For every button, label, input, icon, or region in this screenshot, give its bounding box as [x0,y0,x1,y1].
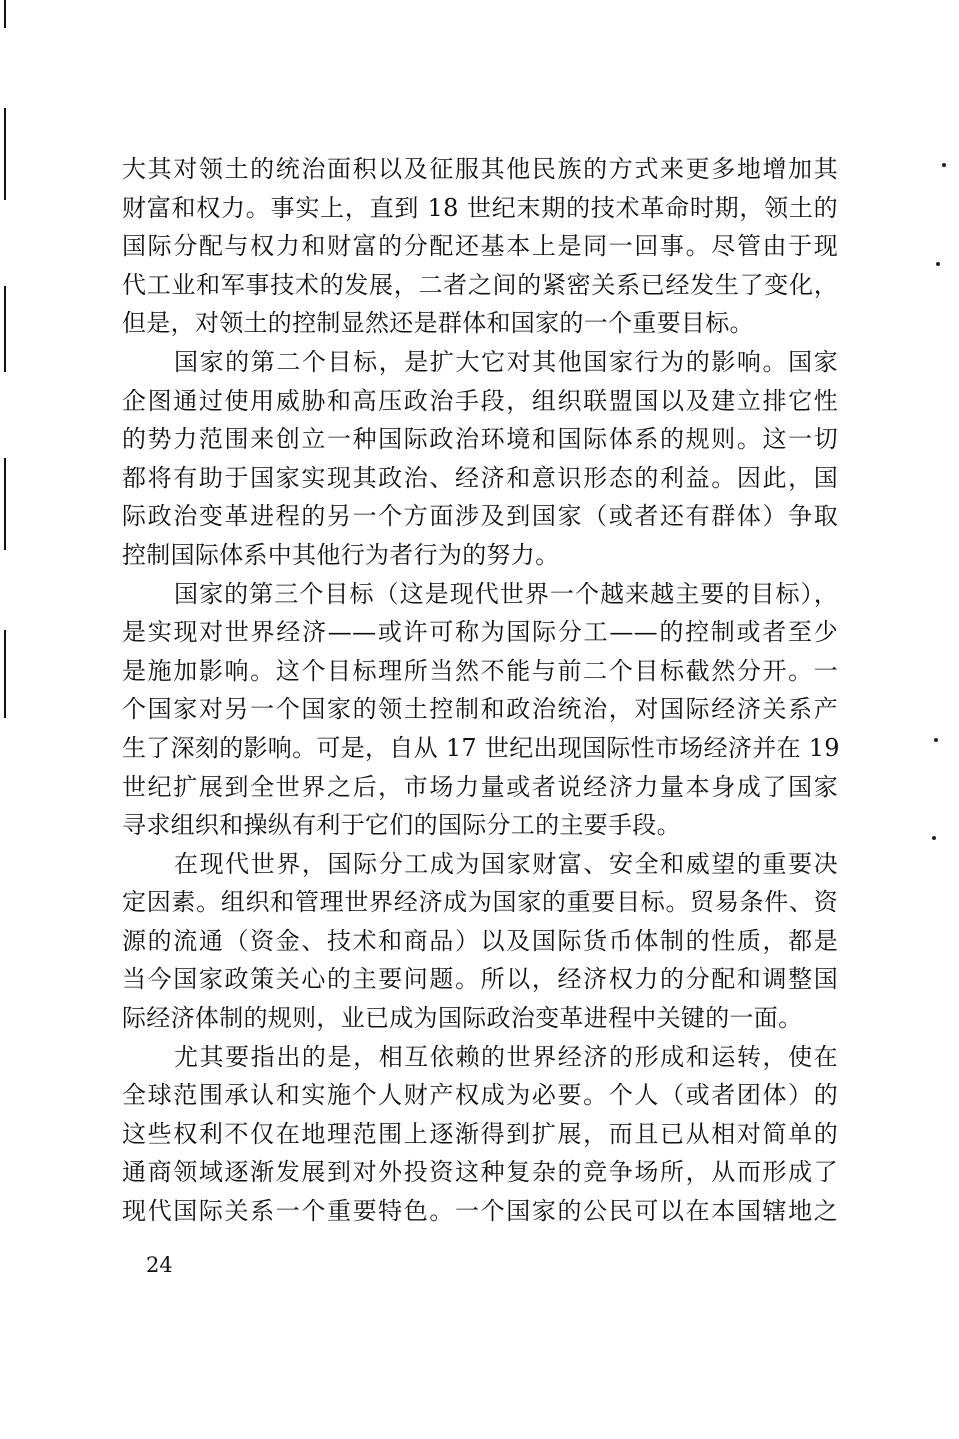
text-line-8: 的势力范围来创立一种国际政治环境和国际体系的规则。这一切 [122,425,838,454]
text-line-1: 大其对领土的统治面积以及征服其他民族的方式来更多地增加其 [122,155,838,183]
text-line-23: 际经济体制的规则，业已成为国际政治变革进程中关键的一面。 [122,1004,803,1033]
text-line-2: 财富和权力。事实上，直到 18 世纪末期的技术革命时期，领土的 [122,193,838,222]
text-line-22: 当今国家政策关心的主要问题。所以，经济权力的分配和调整国 [122,965,838,994]
text-line-21: 源的流通（资金、技术和商品）以及国际货币体制的性质，都是 [122,926,838,955]
scan-mark-left-5 [4,630,6,718]
scan-speck-4 [932,836,936,840]
text-line-16: 生了深刻的影响。可是，自从 17 世纪出现国际性市场经济并在 19 [122,733,840,762]
text-line-13: 是实现对世界经济——或许可称为国际分工——的控制或者至少 [122,618,838,647]
text-line-25: 全球范围承认和实施个人财产权成为必要。个人（或者团体）的 [122,1081,838,1110]
body-text [122,150,838,1231]
page-number: 24 [146,1253,173,1277]
text-line-5: 但是，对领土的控制显然还是群体和国家的一个重要目标。 [122,309,754,338]
text-line-14: 是施加影响。这个目标理所当然不能与前二个目标截然分开。一 [122,656,838,685]
text-line-27: 通商领域逐渐发展到对外投资这种复杂的竞争场所，从而形成了 [122,1158,838,1187]
scan-mark-left-2 [4,108,6,200]
scan-mark-left-1 [4,0,6,28]
text-line-19: 在现代世界，国际分工成为国家财富、安全和威望的重要决 [174,849,838,878]
scan-speck-3 [934,738,938,742]
text-line-18: 寻求组织和操纵有利于它们的国际分工的主要手段。 [122,811,681,840]
text-line-11: 控制国际体系中其他行为者行为的努力。 [122,540,560,569]
text-line-4: 代工业和军事技术的发展，二者之间的紧密关系已经发生了变化， [122,270,838,299]
text-line-15: 个国家对另一个国家的领土控制和政治统治，对国际经济关系产 [122,695,838,724]
text-line-3: 国际分配与权力和财富的分配还基本上是同一回事。尽管由于现 [122,232,838,261]
scan-mark-left-4 [4,458,6,550]
scan-mark-left-3 [4,286,6,372]
text-line-20: 定因素。组织和管理世界经济成为国家的重要目标。贸易条件、资 [122,888,838,917]
scan-speck-2 [936,262,940,266]
text-line-12: 国家的第三个目标（这是现代世界一个越来越主要的目标）， [174,579,838,608]
text-line-9: 都将有助于国家实现其政治、经济和意识形态的利益。因此，国 [122,463,838,492]
text-line-10: 际政治变革进程的另一个方面涉及到国家（或者还有群体）争取 [122,502,838,531]
text-line-17: 世纪扩展到全世界之后，市场力量或者说经济力量本身成了国家 [122,772,838,801]
text-line-28: 现代国际关系一个重要特色。一个国家的公民可以在本国辖地之 [122,1197,838,1226]
scan-speck-1 [942,163,946,167]
text-line-7: 企图通过使用威胁和高压政治手段，组织联盟国以及建立排它性 [122,386,838,415]
text-line-6: 国家的第二个目标，是扩大它对其他国家行为的影响。国家 [174,347,838,376]
text-line-26: 这些权利不仅在地理范围上逐渐得到扩展，而且已从相对简单的 [122,1119,838,1148]
text-line-24: 尤其要指出的是，相互依赖的世界经济的形成和运转，使在 [174,1042,838,1071]
